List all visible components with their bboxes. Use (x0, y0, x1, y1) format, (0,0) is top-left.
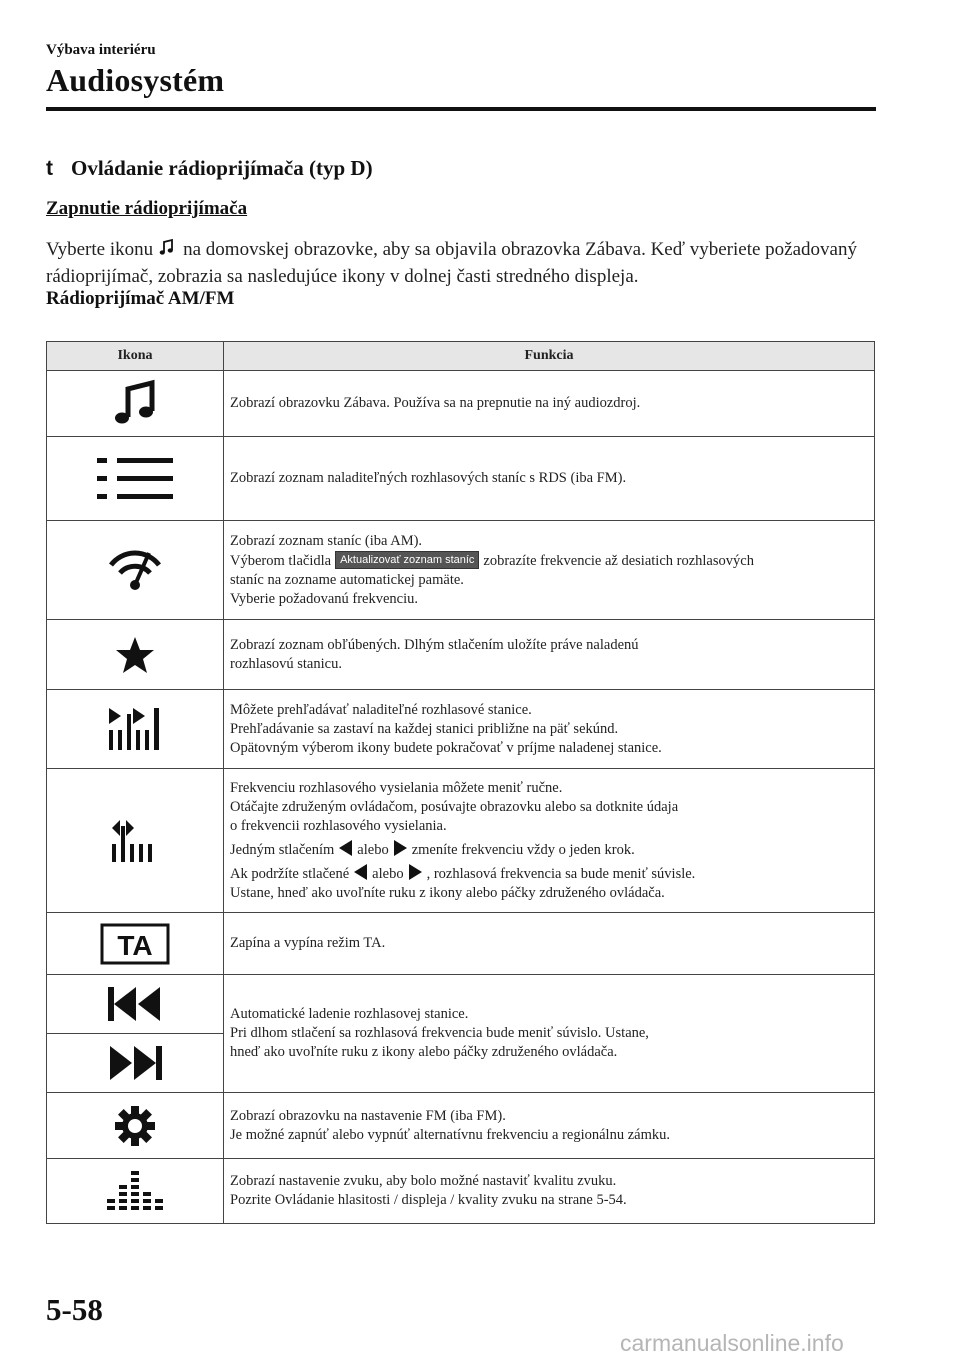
icon-cell (47, 437, 224, 521)
icon-cell (47, 521, 224, 620)
ta-icon (100, 923, 170, 965)
function-text: Zobrazí nastavenie zvuku, aby bolo možné nastaviť kvalitu zvuku. (230, 1173, 617, 1189)
text-fragment: alebo (372, 865, 404, 882)
table-row (47, 975, 875, 1093)
function-text: Frekvenciu rozhlasového vysielania môžete meniť ručne. (230, 779, 563, 796)
table-row (47, 521, 875, 620)
function-text: Automatické ladenie rozhlasovej stanice. (230, 1006, 469, 1022)
icon-cell (47, 690, 224, 769)
intro-text-end: na domovskej obrazovke, aby sa objavila obrazovka Zábava. Keď vyberiete požadovaný rádioprijímač, zobrazia sa nasledujúce ikony v dolnej časti stredného displeja. (46, 239, 857, 287)
heading-bullet: t (46, 157, 53, 180)
table-row (47, 371, 875, 437)
subheading: Zapnutie rádioprijímača (46, 198, 248, 219)
icon-cell (47, 913, 224, 975)
function-cell (224, 769, 875, 913)
text-fragment: Ak podržíte stlačené (230, 865, 350, 882)
icon-cell (47, 975, 224, 1093)
scan-icon (107, 706, 163, 752)
gear-icon (114, 1105, 156, 1147)
function-text: staníc na zozname automatickej pamäte. (230, 571, 464, 588)
heading-text: Ovládanie rádioprijímača (typ D) (71, 156, 373, 180)
section-label: Výbava interiéru (46, 42, 156, 58)
table-row (47, 1159, 875, 1224)
page-title: Audiosystém (46, 62, 225, 98)
text-fragment: , rozhlasová frekvencia sa bude meniť súvisle. (426, 865, 696, 882)
function-text: Zobrazí zoznam obľúbených. Dlhým stlačením uložíte práve naladenú (230, 636, 639, 653)
table-row (47, 913, 875, 975)
star-icon (115, 636, 155, 674)
function-text: Pozrite Ovládanie hlasitosti / displeja / kvality zvuku na strane 5-54. (230, 1192, 627, 1208)
table-row (47, 437, 875, 521)
icon-subcell (47, 975, 223, 1034)
function-text: Je možné zapnúť alebo vypnúť alternatívnu frekvenciu a regionálnu zámku. (230, 1126, 670, 1143)
function-cell (224, 437, 875, 521)
function-cell (224, 913, 875, 975)
icon-cell (47, 1093, 224, 1159)
icon-function-table (46, 341, 875, 1224)
function-text: rozhlasovú stanicu. (230, 655, 342, 672)
function-text: Zobrazí obrazovku Zábava. Používa sa na prepnutie na iný audiozdroj. (230, 395, 641, 411)
icon-cell (47, 769, 224, 913)
function-text: Zobrazí obrazovku na nastavenie FM (iba FM). (230, 1107, 506, 1124)
function-text: Otáčajte združeným ovládačom, posúvajte obrazovku alebo sa dotknite údaja (230, 798, 679, 815)
left-arrow-icon (354, 864, 367, 880)
function-text (230, 840, 866, 860)
icon-cell (47, 371, 224, 437)
function-text: Zobrazí zoznam naladiteľných rozhlasových staníc s RDS (iba FM). (230, 470, 627, 486)
music-note-icon (110, 379, 160, 429)
header-icon: Ikona (47, 342, 224, 371)
seek-back-icon (106, 984, 164, 1024)
function-text: o frekvencii rozhlasového vysielania. (230, 817, 447, 834)
sound-settings-icon (105, 1169, 165, 1213)
function-cell (224, 1159, 875, 1224)
table-header-row (47, 342, 875, 371)
function-text: Prehľadávanie sa zastaví na každej stanici približne na päť sekúnd. (230, 720, 619, 737)
icon-subcell (47, 1034, 223, 1092)
function-text: Zobrazí zoznam staníc (iba AM). (230, 532, 423, 549)
text-fragment: alebo (357, 841, 389, 858)
ta-icon-label: TA (117, 929, 153, 961)
icon-cell (47, 1159, 224, 1224)
function-text: Vyberie požadovanú frekvenciu. (230, 590, 419, 607)
table-row (47, 1093, 875, 1159)
function-text: Môžete prehľadávať naladiteľné rozhlasové stanice. (230, 701, 532, 718)
intro-text-start: Vyberte ikonu (46, 239, 154, 260)
text-fragment: zmeníte frekvenciu vždy o jeden krok. (411, 841, 635, 858)
icon-cell (47, 620, 224, 690)
function-text (230, 864, 866, 884)
section-heading (46, 156, 373, 181)
function-cell (224, 521, 875, 620)
station-list-icon (95, 456, 175, 502)
table-row (47, 769, 875, 913)
watermark: carmanualsonline.info (620, 1330, 844, 1356)
function-text: Zapína a vypína režim TA. (230, 935, 386, 951)
function-text: Ustane, hneď ako uvoľníte ruku z ikony alebo páčky združeného ovládača. (230, 884, 665, 901)
function-cell (224, 690, 875, 769)
text-fragment: zobrazíte frekvencie až desiatich rozhlasových (483, 552, 754, 569)
function-cell (224, 620, 875, 690)
header-function: Funkcia (224, 342, 875, 371)
table-row (47, 690, 875, 769)
function-text: Pri dlhom stlačení sa rozhlasová frekvencia bude meniť súvislo. Ustane, (230, 1025, 649, 1041)
right-arrow-icon (394, 840, 407, 856)
right-arrow-icon (409, 864, 422, 880)
function-text: Opätovným výberom ikony budete pokračovať v príjme naladenej stanice. (230, 739, 662, 756)
music-note-icon (157, 238, 177, 258)
function-cell (224, 1093, 875, 1159)
function-text (230, 551, 866, 571)
table-row (47, 620, 875, 690)
manual-tune-icon (110, 818, 160, 864)
title-rule (46, 107, 876, 111)
am-station-list-icon (107, 547, 163, 593)
seek-forward-icon (106, 1043, 164, 1083)
function-text: hneď ako uvoľníte ruku z ikony alebo páčky združeného ovládača. (230, 1044, 618, 1060)
function-cell (224, 371, 875, 437)
page-number: 5-58 (46, 1292, 103, 1327)
function-cell (224, 975, 875, 1093)
left-arrow-icon (339, 840, 352, 856)
text-fragment: Jedným stlačením (230, 841, 335, 858)
intro-paragraph (46, 236, 886, 290)
text-fragment: Výberom tlačidla (230, 552, 332, 569)
subsection-title: Rádioprijímač AM/FM (46, 288, 235, 309)
update-station-list-button: Aktualizovať zoznam staníc (335, 551, 479, 569)
